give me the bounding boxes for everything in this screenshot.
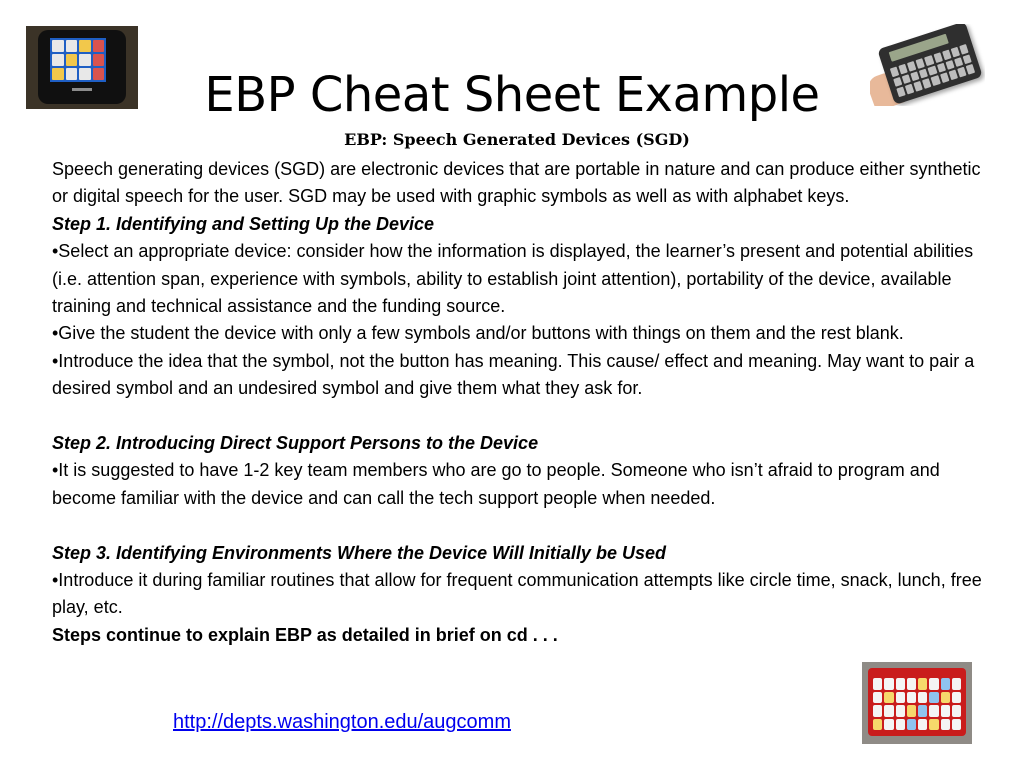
keyboard-device-body (877, 24, 982, 105)
keyboard-device-image (870, 24, 985, 106)
slide-body (52, 156, 992, 649)
step-3-bullet: •Introduce it during familiar routines that allow for frequent communication attempts like circle time, snack, lunch, free play, etc. (52, 570, 982, 618)
step-1-bullet: •Give the student the device with only a few symbols and/or buttons with things on them and the rest blank. (52, 323, 904, 344)
button-board-image (862, 662, 972, 744)
tablet-screen (50, 38, 106, 82)
intro-paragraph: Speech generating devices (SGD) are electronic devices that are portable in nature and can produce either synthetic or digital speech for the user. SGD may be used with graphic symbols as well as with alphabet keys. (52, 159, 981, 207)
tablet-brand-mark (72, 88, 92, 91)
step-2-bullet: •It is suggested to have 1-2 key team members who are go to people. Someone who isn’t afraid to program and become familiar with the device and can call the tech support people when needed. (52, 460, 940, 508)
augcomm-link[interactable]: http://depts.washington.edu/augcomm (173, 711, 511, 733)
spacer (52, 403, 992, 430)
board-frame (868, 668, 966, 736)
continue-note: Steps continue to explain EBP as detailed in brief on cd . . . (52, 624, 558, 645)
step-1-bullet: •Select an appropriate device: consider how the information is displayed, the learner’s present and potential abilities (i.e. attention span, experience with symbols, ability to establish joint attention), portability of the device, available training and technical assistance and the funding source. (52, 241, 974, 317)
tablet-device-image (26, 26, 138, 109)
slide-title: EBP Cheat Sheet Example (204, 67, 820, 123)
step-1-heading: Step 1. Identifying and Setting Up the Device (52, 213, 435, 234)
board-button-grid (873, 678, 961, 730)
step-2-heading: Step 2. Introducing Direct Support Persons to the Device (52, 433, 539, 454)
slide-subtitle: EBP: Speech Generated Devices (SGD) (344, 130, 690, 149)
spacer (52, 512, 992, 539)
step-1-bullet: •Introduce the idea that the symbol, not the button has meaning. This cause/ effect and meaning. May want to pair a desired symbol and an undesired symbol and give them what they ask for. (52, 350, 975, 399)
step-3-heading: Step 3. Identifying Environments Where the Device Will Initially be Used (52, 542, 666, 563)
